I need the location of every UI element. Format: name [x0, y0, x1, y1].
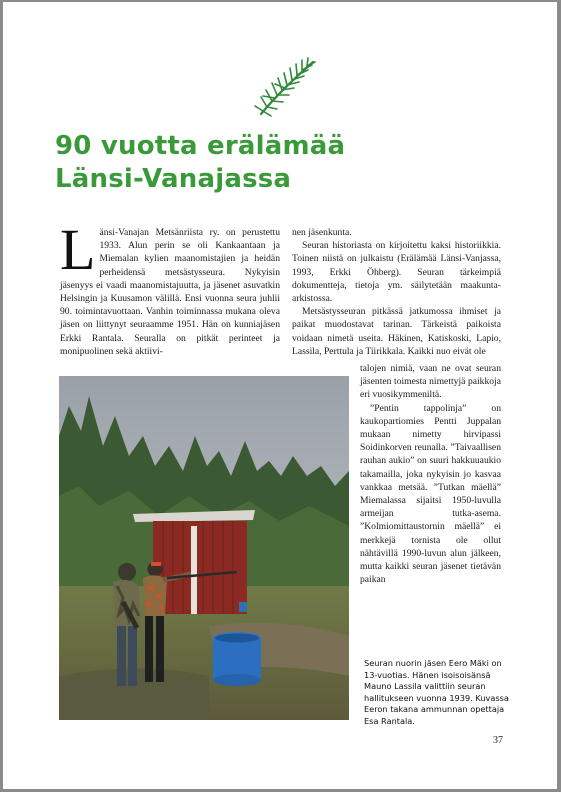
pine-branch-icon: [251, 50, 321, 120]
article-paragraph-2: Seuran historiasta on kirjoitettu kaksi historiikkia. Toinen niistä on julkaistu (Erälämää Länsi-Vanjassa, 1993, Erkki Öhberg). Seuran tärkeimpiä dokumentteja, tietoja ym. säilytetään maakunta-arkistossa.: [292, 240, 501, 305]
caption-line: hallitukseen vuonna 1939. Kuvassa: [364, 692, 509, 703]
article-paragraph-3-end: talojen nimiä, vaan ne ovat seuran jäsenten toimesta nimettyjä paikkoja eri vuosikymmeniltä.: [360, 363, 501, 401]
photo-caption: [364, 658, 514, 728]
document-page: [3, 2, 557, 789]
paragraph-continuation: nen jäsenkunta.: [292, 227, 352, 238]
article-column-right-wrap: [360, 362, 501, 586]
caption-line: Mauno Lassila valittiin seuran: [364, 681, 486, 692]
caption-line: Seuran nuorin jäsen Eero Mäki on: [364, 658, 502, 668]
article-title: [55, 130, 345, 196]
page-number: 37: [493, 735, 503, 746]
shooting-practice-photo: [59, 376, 349, 720]
title-line-2: Länsi-Vanajassa: [55, 164, 292, 194]
paragraph-1-text: änsi-Vanajan Metsänriista ry. on perustettu 1933. Alun perin se oli Kankaantaan ja Miemalan kylien maanomistajien ja heidän perheidensä metsästysseura. Nykyisin jäsenyys ei vaadi maanomistajuutta, ja jäsenet asuvatkin Helsingin ja Kuusamon välillä. Ensi vuonna seura juhlii 90. toimintavuottaan. Vanhin toiminnassa mukana oleva jäsen on liittynyt seuraamme 1951. Hän on kunniajäsen Erkki Rantala. Seuralla on pitkät perinteet ja monipuolinen sekä aktiivi-: [60, 227, 280, 357]
article-paragraph-1: [60, 217, 280, 358]
article-column-right: [292, 226, 501, 358]
title-line-1: 90 vuotta erälämää: [55, 131, 346, 161]
article-column-left: [60, 217, 280, 358]
drop-cap: L: [60, 217, 96, 282]
caption-line: Eeron takana ammunnan opettaja: [364, 704, 505, 715]
article-paragraph-4: ”Pentin tappolinja” on kaukopartiomies Pentti Juppalan mukaan nimetty hirvipassi Soidinkorven reunalla. ”Taivaallisen rauhan aukio” on suuri hakkuuaukio takamailla, joka nykyisin jo kasvaa vankkaa metsää. ”Tutkan mäellä” Miemalassa sijaitsi 1950-luvulla armeijan tutka-asema. ”Kolmiomittaustornin mäellä” ei merkkejä tornista ole ollut nähtävillä 1990-luvun alun jälkeen, mutta kaikki seuran jäsenet tietävän paikan: [360, 402, 501, 586]
caption-line: 13-vuotias. Hänen isoisoisänsä: [364, 669, 491, 680]
caption-line: Esa Rantala.: [364, 715, 415, 726]
article-paragraph-3: Metsästysseuran pitkässä jatkumossa ihmiset ja paikat muodostavat tarinan. Tärkeistä paikoista voidaan nimetä useita. Häkinen, Katiskoski, Lapio, Lassila, Perttula ja Tiirikkala. Kaikki nuo eivät ole: [292, 306, 501, 357]
